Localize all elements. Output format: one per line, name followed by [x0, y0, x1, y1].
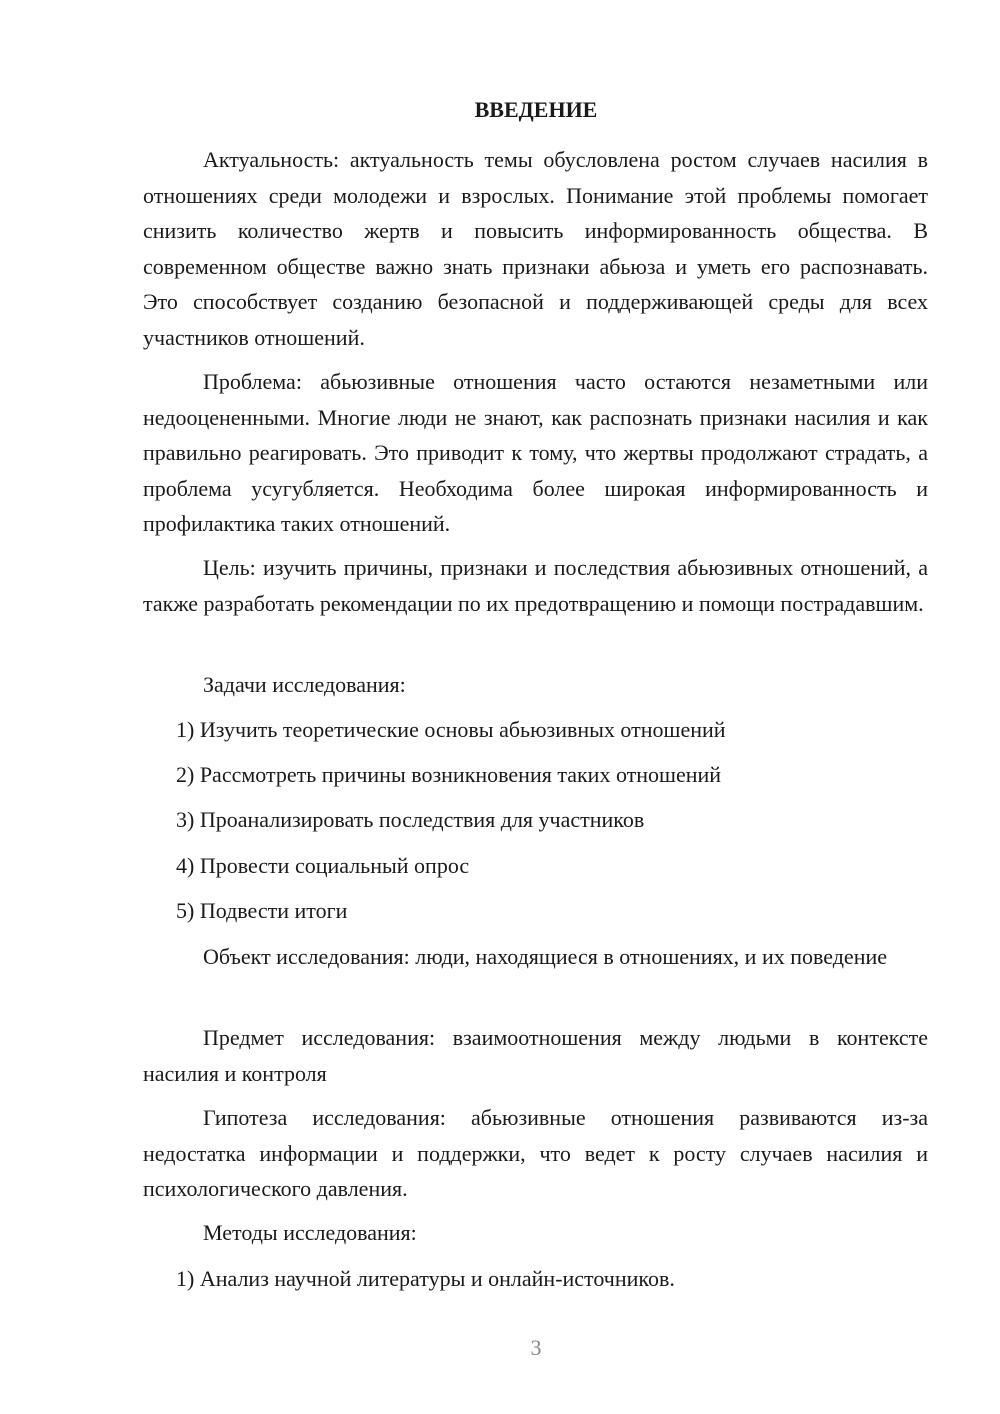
task-item-5: 5) Подвести итоги: [176, 898, 348, 923]
task-item-1: 1) Изучить теоретические основы абьюзивных отношений: [176, 717, 726, 742]
page-number: 3: [530, 1335, 542, 1360]
method-item-1: 1) Анализ научной литературы и онлайн-источников.: [176, 1266, 675, 1291]
problem-paragraph: Проблема: абьюзивные отношения часто остаются незаметными или недооцененными. Многие люди не знают, как распознать признаки насилия и как правильно реагировать. Это приводит к тому, что жертвы продолжают страдать, а проблема усугубляется. Необходима более широкая информированность и профилактика таких отношений.: [143, 369, 928, 536]
hypothesis-paragraph: Гипотеза исследования: абьюзивные отношения развиваются из-за недостатка информации и поддержки, что ведет к росту случаев насилия и психологического давления.: [143, 1105, 928, 1201]
goal-paragraph: Цель: изучить причины, признаки и последствия абьюзивных отношений, а также разработать рекомендации по их предотвращению и помощи пострадавшим.: [143, 555, 928, 616]
task-item-2: 2) Рассмотреть причины возникновения таких отношений: [176, 762, 722, 787]
subject-paragraph: Предмет исследования: взаимоотношения между людьми в контексте насилия и контроля: [143, 1025, 928, 1086]
tasks-heading: Задачи исследования:: [203, 672, 406, 697]
task-item-4: 4) Провести социальный опрос: [176, 853, 470, 878]
relevance-paragraph: Актуальность: актуальность темы обусловлена ростом случаев насилия в отношениях среди молодежи и взрослых. Понимание этой проблемы помогает снизить количество жертв и повысить информированность общества. В современном обществе важно знать признаки абьюза и уметь его распознавать. Это способствует созданию безопасной и поддерживающей среды для всех участников отношений.: [143, 147, 928, 350]
page-title: ВВЕДЕНИЕ: [474, 97, 598, 122]
methods-heading: Методы исследования:: [203, 1220, 417, 1245]
object-paragraph: Объект исследования: люди, находящиеся в отношениях, и их поведение: [203, 944, 888, 969]
task-item-3: 3) Проанализировать последствия для участников: [176, 807, 645, 832]
